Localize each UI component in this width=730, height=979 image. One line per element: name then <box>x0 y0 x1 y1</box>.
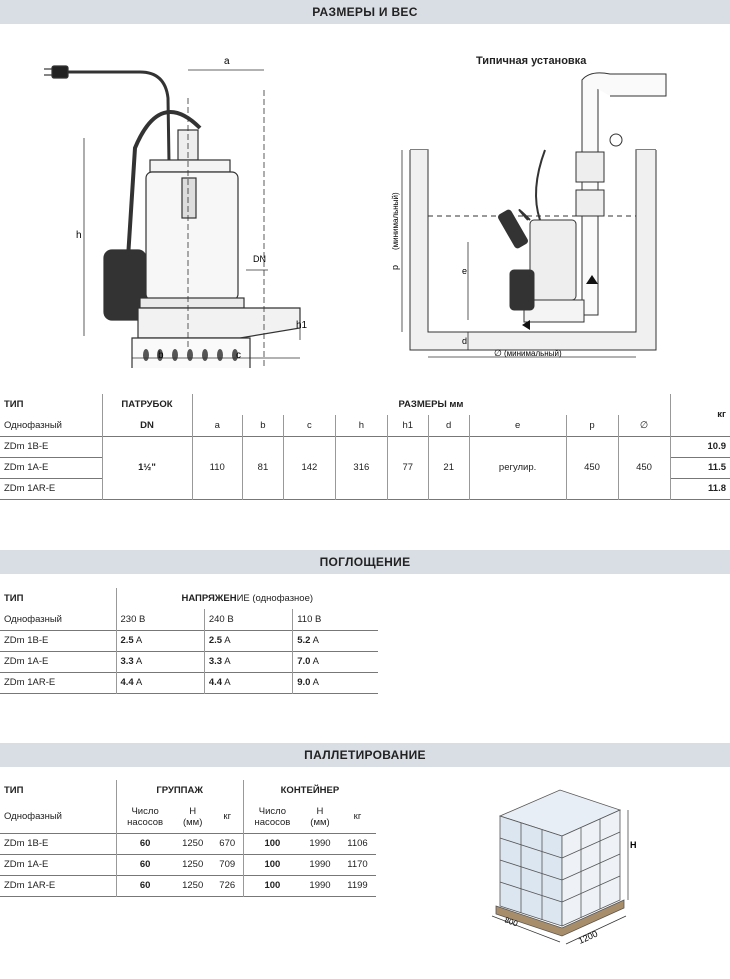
current-value <box>204 651 292 672</box>
kg-header: кг <box>353 811 362 823</box>
col-a: a <box>192 415 242 436</box>
section-header-dims: РАЗМЕРЫ И ВЕС <box>0 0 730 24</box>
install-title: Типичная установка <box>476 55 587 67</box>
current-number: 3.3 <box>120 656 134 667</box>
current-value <box>204 630 292 651</box>
current-unit: A <box>312 635 319 646</box>
dim-p-label: p <box>390 264 400 270</box>
weight-value: 11.5 <box>670 457 730 478</box>
dim-dn-label: DN <box>253 254 266 264</box>
current-value <box>116 672 204 693</box>
group-weight: 709 <box>219 859 236 870</box>
volt-230: 230 В <box>116 609 204 630</box>
val-c: 142 <box>283 436 335 499</box>
col-d: d <box>428 415 469 436</box>
model-name: ZDm 1A-E <box>4 462 49 473</box>
container-weight: 1199 <box>347 880 368 891</box>
type-header: ТИП <box>4 593 24 604</box>
dim-e-label: e <box>462 266 468 276</box>
container-height: 1990 <box>309 880 331 891</box>
section-header-absorption: ПОГЛОЩЕНИЕ <box>0 550 730 574</box>
single-phase-label: Однофазный <box>4 419 62 431</box>
col-p: p <box>566 415 618 436</box>
weight-value: 10.9 <box>670 436 730 457</box>
container-height: 1990 <box>309 838 331 849</box>
pallet-illustration <box>470 776 650 956</box>
pallet-table <box>0 780 376 897</box>
group-count: 60 <box>116 854 174 875</box>
nozzle-value: 1½" <box>102 436 192 499</box>
val-a: 110 <box>192 436 242 499</box>
val-diam: 450 <box>618 436 670 499</box>
current-value <box>204 672 292 693</box>
current-number: 3.3 <box>208 656 223 667</box>
group-header: ГРУППАЖ <box>116 780 243 801</box>
mm-label: (мм) <box>182 816 203 828</box>
current-value <box>293 651 378 672</box>
volt-110: 110 В <box>293 609 378 630</box>
current-unit: A <box>224 677 231 688</box>
voltage-bold: НАПРЯЖЕН <box>181 593 237 604</box>
dim-diam-symbol: ∅ <box>494 348 502 358</box>
col-diam: ∅ <box>618 415 670 436</box>
current-unit: A <box>135 656 143 667</box>
current-unit: A <box>224 635 231 646</box>
weight-value: 11.8 <box>670 478 730 499</box>
model-name: ZDm 1A-E <box>4 656 49 667</box>
col-e: e <box>469 415 566 436</box>
absorption-table <box>0 588 378 694</box>
single-phase-label: Однофазный <box>4 811 62 823</box>
dim-h-label: h <box>76 230 82 241</box>
container-weight: 1170 <box>347 859 368 870</box>
count-label: Число <box>258 805 287 817</box>
model-name: ZDm 1B-E <box>4 838 49 849</box>
container-count: 100 <box>243 854 301 875</box>
nozzle-header: ПАТРУБОК <box>102 394 192 415</box>
h-label: H <box>189 805 197 817</box>
container-count: 100 <box>243 875 301 896</box>
current-number: 2.5 <box>208 635 223 646</box>
section-header-pallet: ПАЛЛЕТИРОВАНИЕ <box>0 743 730 767</box>
dim-a-label: a <box>224 56 230 67</box>
installation-drawing <box>380 70 680 370</box>
current-number: 4.4 <box>208 677 223 688</box>
model-name: ZDm 1AR-E <box>4 483 56 494</box>
dim-c-label: c <box>236 350 241 361</box>
dim-d-label: d <box>462 336 468 346</box>
h-header <box>301 801 339 833</box>
kg-header: кг <box>223 811 232 823</box>
dimensions-table <box>0 394 730 500</box>
model-name: ZDm 1A-E <box>4 859 49 870</box>
kg-header: кг <box>670 394 730 436</box>
model-name: ZDm 1B-E <box>4 441 49 452</box>
pallet-h-label: H <box>630 840 637 850</box>
col-c: c <box>283 415 335 436</box>
col-h1: h1 <box>387 415 428 436</box>
count-header <box>116 801 174 833</box>
val-e: регулир. <box>469 436 566 499</box>
model-name: ZDm 1AR-E <box>4 677 56 688</box>
val-h: 316 <box>335 436 387 499</box>
sizes-header <box>192 394 670 415</box>
current-number: 9.0 <box>297 677 311 688</box>
container-header: КОНТЕЙНЕР <box>243 780 376 801</box>
voltage-rest: ИЕ (однофазное) <box>236 593 314 604</box>
current-unit: A <box>135 635 143 646</box>
count-label-2: насосов <box>127 816 164 828</box>
container-weight: 1106 <box>347 838 368 849</box>
group-count: 60 <box>116 875 174 896</box>
single-phase-label: Однофазный <box>4 613 62 625</box>
current-unit: A <box>135 677 143 688</box>
val-p: 450 <box>566 436 618 499</box>
sizes-label: РАЗМЕРЫ <box>398 399 447 410</box>
current-number: 7.0 <box>297 656 311 667</box>
mm-label: (мм) <box>310 816 330 828</box>
container-height: 1990 <box>309 859 331 870</box>
current-value <box>293 630 378 651</box>
voltage-header <box>116 588 378 609</box>
val-b: 81 <box>242 436 283 499</box>
sizes-unit: мм <box>449 399 464 410</box>
group-height: 1250 <box>182 838 204 849</box>
pump-dimension-drawing <box>0 28 340 368</box>
model-name: ZDm 1AR-E <box>4 880 56 891</box>
group-height: 1250 <box>182 859 204 870</box>
current-unit: A <box>224 656 231 667</box>
current-number: 5.2 <box>297 635 311 646</box>
group-weight: 726 <box>219 880 236 891</box>
dn-header: DN <box>102 415 192 436</box>
group-weight: 670 <box>219 838 236 849</box>
h-label: H <box>316 805 324 817</box>
h-header <box>174 801 212 833</box>
model-name: ZDm 1B-E <box>4 635 49 646</box>
current-number: 4.4 <box>120 677 134 688</box>
type-header: ТИП <box>4 785 24 796</box>
volt-240: 240 В <box>204 609 292 630</box>
col-h: h <box>335 415 387 436</box>
val-d: 21 <box>428 436 469 499</box>
val-h1: 77 <box>387 436 428 499</box>
type-header: ТИП <box>4 399 24 410</box>
current-unit: A <box>312 677 319 688</box>
group-height: 1250 <box>182 880 204 891</box>
pallet-depth-label: 800 <box>503 915 519 929</box>
current-unit: A <box>312 656 319 667</box>
current-value <box>116 630 204 651</box>
group-count: 60 <box>116 833 174 854</box>
container-count: 100 <box>243 833 301 854</box>
current-value <box>116 651 204 672</box>
dim-diam-min-label: (минимальный) <box>504 349 562 358</box>
dim-h1-label: h1 <box>296 320 308 331</box>
count-label: Число <box>131 805 159 817</box>
count-label-2: насосов <box>254 816 291 828</box>
pallet-width-label: 1200 <box>576 928 600 946</box>
dim-b-label: b <box>158 350 164 361</box>
current-value <box>293 672 378 693</box>
current-number: 2.5 <box>120 635 134 646</box>
dim-p-min-label: (минимальный) <box>391 192 400 250</box>
col-b: b <box>242 415 283 436</box>
count-header <box>243 801 301 833</box>
